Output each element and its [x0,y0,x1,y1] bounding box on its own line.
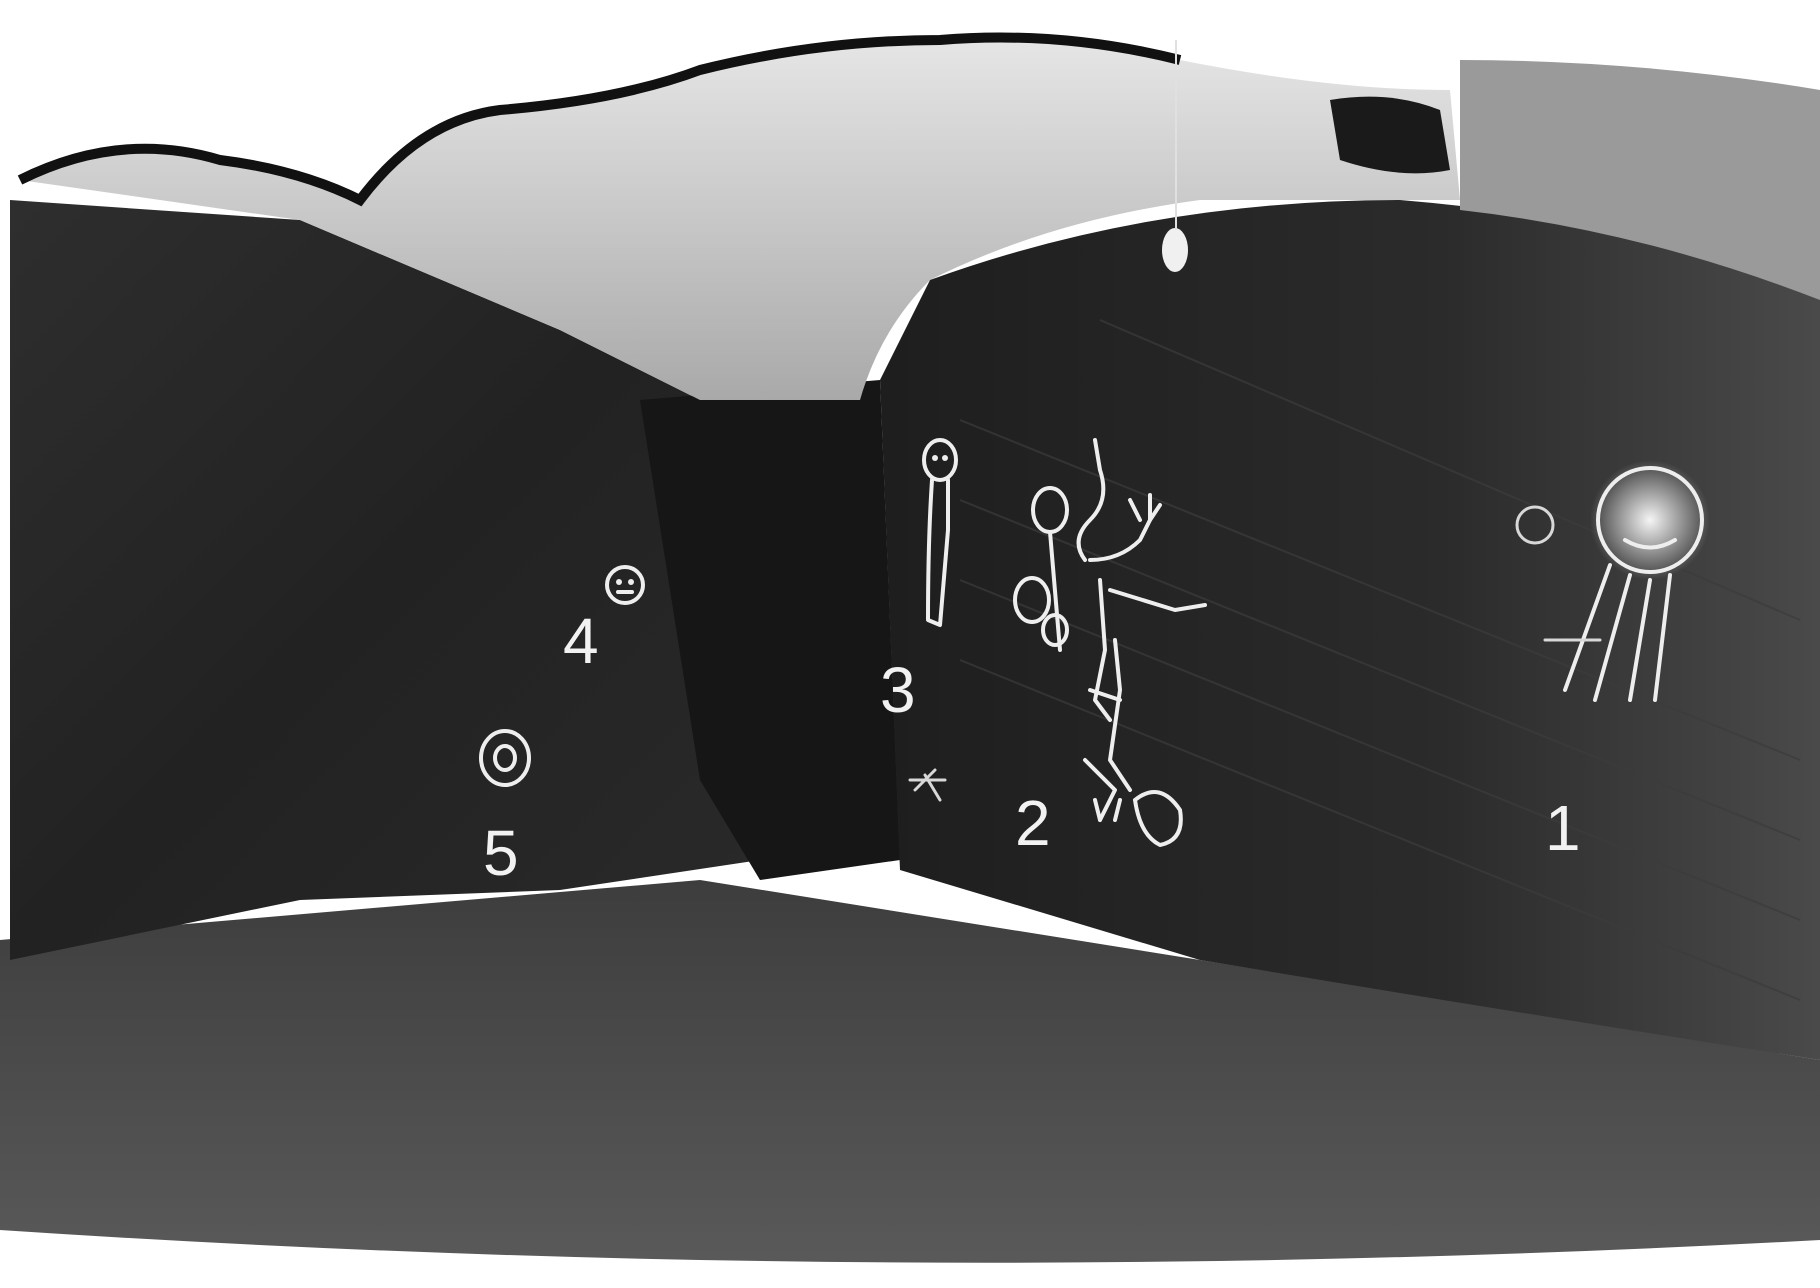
ceiling-dark-patch [1330,97,1450,174]
hanging-object [1162,228,1188,272]
marker-4: 4 [563,605,599,677]
marker-1: 1 [1545,792,1581,864]
marker-3: 3 [880,654,916,726]
marker-5: 5 [483,817,519,889]
marker-2: 2 [1015,787,1051,859]
